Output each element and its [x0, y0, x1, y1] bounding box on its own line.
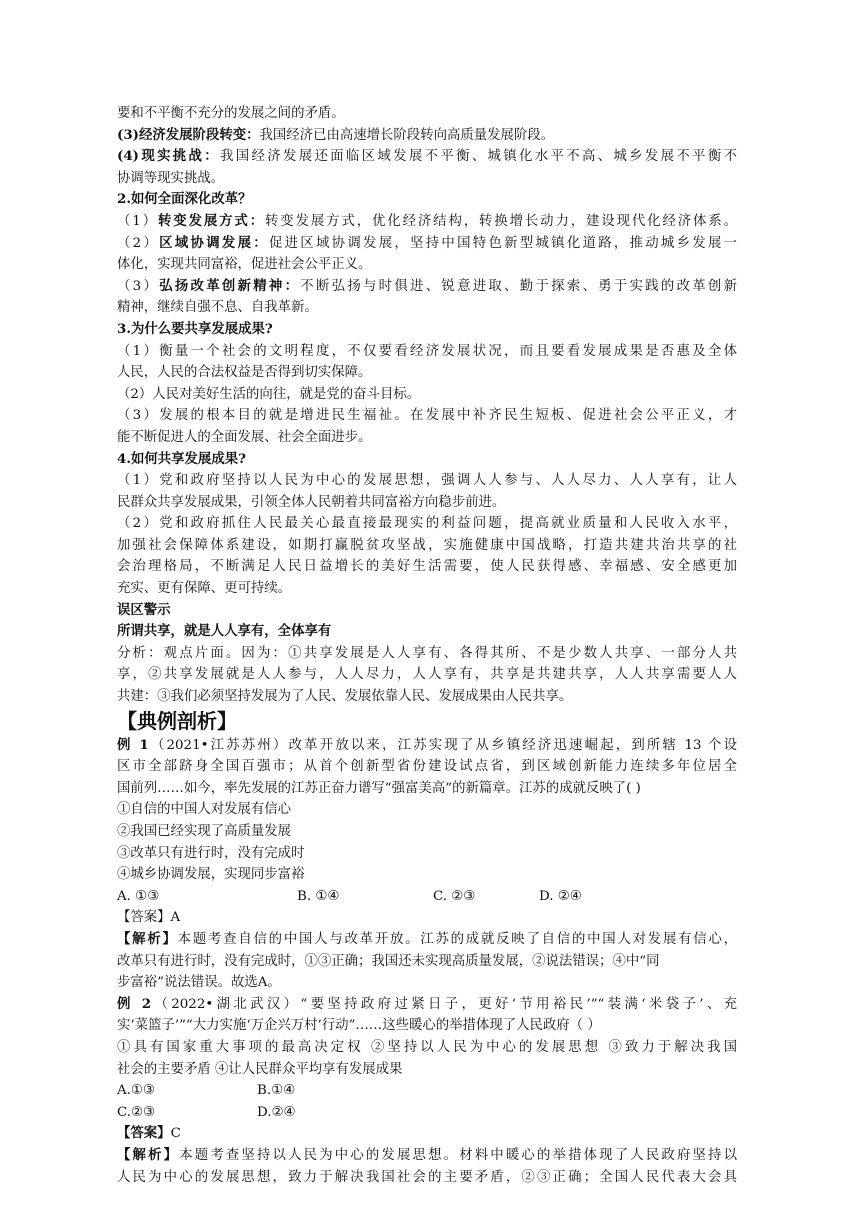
- text-line: [117, 405, 737, 427]
- text-line: [117, 297, 737, 319]
- options-row: [117, 1102, 737, 1124]
- line-text: ①具有国家重大事项的最高决定权 ②坚持以人民为中心的发展思想 ③致力于解决我国: [117, 1039, 737, 1055]
- option-item: B.①④: [257, 1083, 296, 1099]
- text-line: [117, 929, 737, 951]
- line-text: 促进区域协调发展，坚持中国特色新型城镇化道路，推动城乡发展一: [268, 235, 737, 251]
- text-line: [117, 951, 737, 973]
- text-line: [117, 735, 737, 757]
- line-text: 享，②共享发展就是人人参与，人人尽力，人人享有，共享是共建共享，人人共享需要人人: [117, 667, 737, 683]
- options-row: [117, 886, 737, 908]
- text-line: [117, 907, 737, 929]
- text-line: [117, 1145, 737, 1167]
- section-heading: [117, 600, 737, 622]
- bold-label: 【典例剖析】: [117, 708, 237, 733]
- section-heading: [117, 449, 737, 471]
- text-line: [117, 556, 737, 578]
- text-line: [117, 1037, 737, 1059]
- line-text: （1）衡量一个社会的文明程度，不仅要看经济发展状况，而且要看发展成果是否惠及全体: [117, 343, 737, 359]
- text-line: [117, 664, 737, 686]
- line-text: 体化，实现共同富裕，促进社会公平正义。: [117, 257, 372, 273]
- option-item: D.②④: [257, 1104, 296, 1120]
- bold-label: (3)经济发展阶段转变：: [117, 126, 260, 143]
- line-text: 社会的主要矛盾 ④让人民群众平均享有发展成果: [117, 1061, 403, 1077]
- bold-label: 【解析】: [117, 1146, 180, 1163]
- text-line: [117, 643, 737, 665]
- line-text: 实‘菜篮子’”“大力实施‘万企兴万村’行动”……这些暖心的举措体现了人民政府（ ）: [117, 1018, 601, 1034]
- line-text: 改革只有进行时，没有完成时，①③正确；我国还未实现高质量发展，②说法错误；④中“同: [117, 953, 660, 969]
- text-line: [117, 276, 737, 298]
- line-text: （2022•湖北武汉）“要坚持政府过紧日子，更好‘节用裕民’”“装满‘米袋子’、充: [151, 996, 737, 1012]
- text-line: [117, 1123, 737, 1145]
- bold-label: (4)现实挑战：: [117, 148, 221, 165]
- bold-label: 例 2: [117, 995, 152, 1012]
- bold-label: 弘扬改革创新精神：: [159, 277, 301, 294]
- line-text: 我国经济发展还面临区域发展不平衡、城镇化水平不高、城乡发展不平衡不: [220, 149, 737, 165]
- bold-label: 所谓共享，就是人人享有，全体享有: [117, 623, 332, 640]
- section-heading: [117, 189, 737, 211]
- text-line: [117, 513, 737, 535]
- option-item: A.①③: [117, 1083, 155, 1099]
- document-page: [117, 103, 737, 1188]
- line-text: 人民，人民的合法权益是否得到切实保障。: [117, 365, 372, 381]
- text-line: [117, 843, 737, 865]
- text-line: [117, 972, 737, 994]
- option-item: D. ②④: [539, 888, 582, 904]
- text-line: [117, 146, 737, 168]
- text-line: [117, 492, 737, 514]
- line-text: 我国经济已由高速增长阶段转向高质量发展阶段。: [259, 127, 555, 143]
- line-text: （2）党和政府抓住人民最关心最直接最现实的利益问题，提高就业质量和人民收入水平，: [117, 516, 737, 532]
- line-text: 国前列……如今，率先发展的江苏正奋力谱写“强富美高”的新篇章。江苏的成就反映了( ): [117, 780, 641, 796]
- text-line: [117, 362, 737, 384]
- line-text: 会治理格局，不断满足人民日益增长的美好生活需要，使人民获得感、幸福感、安全感更加: [117, 559, 737, 575]
- bold-label: 【解析】: [117, 930, 178, 947]
- line-text: ④城乡协调发展，实现同步富裕: [117, 867, 305, 883]
- line-text: 转变发展方式，优化经济结构，转换增长动力，建设现代化经济体系。: [265, 213, 737, 229]
- bold-label: 【答案】: [117, 1125, 171, 1142]
- line-text: 分析：观点片面。因为：①共享发展是人人享有、各得其所、不是少数人共享、一部分人共: [117, 645, 737, 661]
- text-line: [117, 341, 737, 363]
- option-item: B. ①④: [297, 888, 340, 904]
- line-text: ②我国已经实现了高质量发展: [117, 824, 292, 839]
- text-line: [117, 799, 737, 821]
- bold-label: 2.如何全面深化改革？: [117, 191, 252, 208]
- text-line: [117, 1059, 737, 1081]
- line-text: 步富裕”说法错误。故选A。: [117, 975, 281, 991]
- text-line: [117, 384, 737, 406]
- text-line: [117, 470, 737, 492]
- line-text: 区市全部跻身全国百强市；从首个创新型省份建设试点省，到区域创新能力连续多年位居全: [117, 759, 737, 775]
- item-number: （2）: [117, 235, 160, 251]
- line-text: 加强社会保障体系建设，如期打赢脱贫攻坚战，实施健康中国战略，打造共建共治共享的社: [117, 537, 737, 553]
- text-line: [117, 168, 737, 190]
- line-text: 本题考查自信的中国人与改革开放。江苏的成就反映了自信的中国人对发展有信心，: [177, 931, 737, 947]
- text-line: [117, 125, 737, 147]
- text-line: [117, 211, 737, 233]
- line-text: 共建：③我们必须坚持发展为了人民、发展依靠人民、发展成果由人民共享。: [117, 689, 573, 705]
- item-number: （3）: [117, 278, 160, 294]
- section-title: [117, 708, 737, 735]
- line-text: （1）党和政府坚持以人民为中心的发展思想，强调人人参与、人人尽力、人人享有，让人: [117, 473, 737, 489]
- bold-label: 区域协调发展：: [159, 234, 269, 251]
- line-text: （3）发展的根本目的就是增进民生福祉。在发展中补齐民生短板、促进社会公平正义，才: [117, 408, 737, 424]
- section-heading: [117, 621, 737, 643]
- text-line: [117, 1015, 737, 1037]
- bold-label: 3.为什么要共享发展成果?: [117, 320, 273, 337]
- line-text: 不断弘扬与时俱进、锐意进取、勤于探索、勇于实践的改革创新: [300, 278, 737, 294]
- line-text: 【答案】A: [117, 910, 181, 926]
- line-text: 要和不平衡不充分的发展之间的矛盾。: [117, 106, 345, 121]
- option-item: C. ②③: [433, 888, 476, 904]
- text-line: [117, 821, 737, 843]
- bold-label: 误区警示: [117, 601, 171, 618]
- line-text: ①自信的中国人对发展有信心: [117, 802, 292, 818]
- line-text: 协调等现实挑战。: [117, 170, 225, 186]
- text-line: [117, 864, 737, 886]
- line-text: （2021•江苏苏州）改革开放以来，江苏实现了从乡镇经济迅速崛起，到所辖 13 个设: [148, 737, 737, 753]
- section-heading: [117, 319, 737, 341]
- text-line: [117, 103, 737, 125]
- option-item: A. ①③: [117, 888, 160, 904]
- text-line: [117, 1167, 737, 1189]
- text-line: [117, 535, 737, 557]
- line-text: 充实、更有保障、更可持续。: [117, 581, 292, 597]
- item-number: （1）: [117, 213, 158, 229]
- bold-label: 4.如何共享发展成果?: [117, 450, 246, 467]
- text-line: [117, 994, 737, 1016]
- option-item: C.②③: [117, 1104, 156, 1120]
- text-line: [117, 778, 737, 800]
- line-text: 能不断促进人的全面发展、社会全面进步。: [117, 429, 372, 445]
- text-line: [117, 578, 737, 600]
- line-text: 人民为中心的发展思想，致力于解决我国社会的主要矛盾，②③正确；全国人民代表大会具: [117, 1169, 737, 1185]
- line-text: （2）人民对美好生活的向往，就是党的奋斗目标。: [117, 386, 421, 402]
- line-text: C: [170, 1126, 181, 1142]
- text-line: [117, 233, 737, 255]
- bold-label: 转变发展方式：: [158, 212, 266, 229]
- line-text: 本题考查坚持以人民为中心的发展思想。材料中暖心的举措体现了人民政府坚持以: [179, 1147, 737, 1163]
- line-text: ③改革只有进行时，没有完成时: [117, 845, 305, 861]
- line-text: 精神，继续自强不息、自我革新。: [117, 300, 318, 316]
- bold-label: 例 1: [117, 736, 149, 753]
- options-row: [117, 1080, 737, 1102]
- text-line: [117, 427, 737, 449]
- text-line: [117, 756, 737, 778]
- line-text: 民群众共享发展成果，引领全体人民朝着共同富裕方向稳步前进。: [117, 494, 506, 510]
- text-line: [117, 686, 737, 708]
- text-line: [117, 254, 737, 276]
